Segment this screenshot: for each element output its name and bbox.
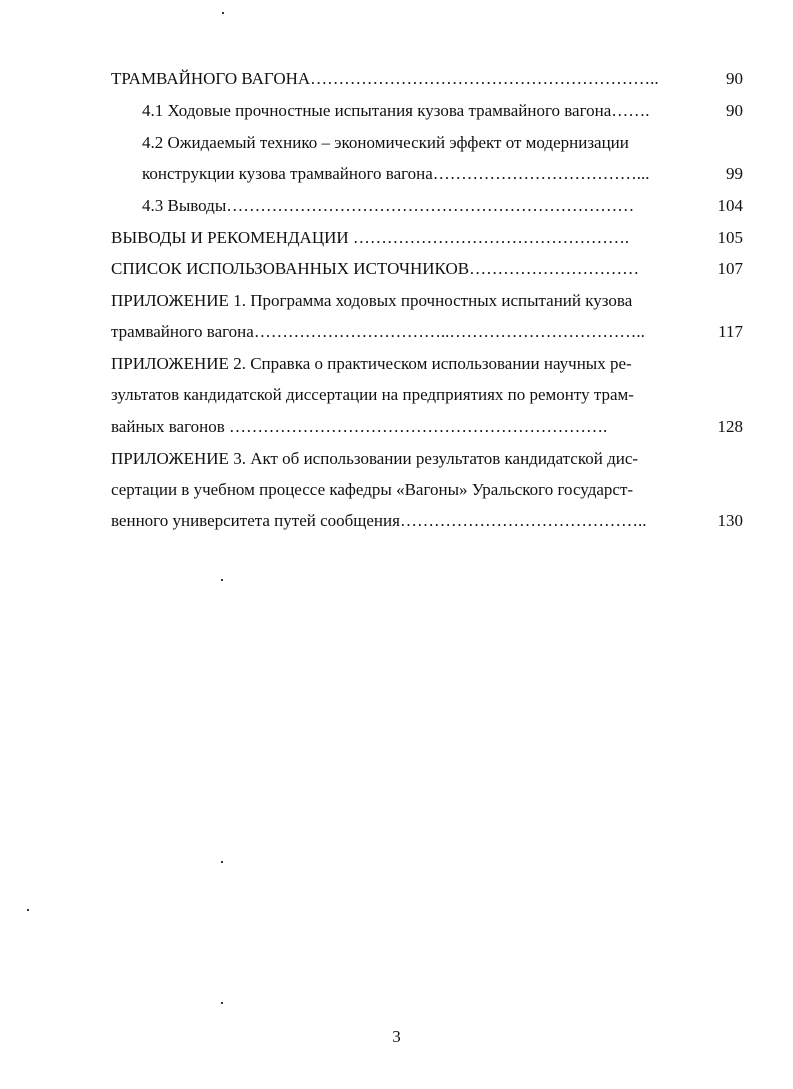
toc-entry-page: 99 <box>726 164 743 183</box>
toc-entry <box>0 505 793 537</box>
toc-entry-page: 104 <box>717 196 743 215</box>
toc-entry <box>0 222 793 254</box>
toc-entry-title: сертации в учебном процессе кафедры «Вагоны» Уральского государст- <box>111 480 634 499</box>
toc-entry <box>0 316 793 348</box>
toc-entry-title: конструкции кузова трамвайного вагона………………………………... <box>142 164 650 183</box>
toc-entry-page: 105 <box>717 228 743 247</box>
toc-entry-page: 107 <box>717 259 743 278</box>
toc-entry <box>0 127 793 159</box>
toc-entry-title: ПРИЛОЖЕНИЕ 2. Справка о практическом использовании научных ре- <box>111 354 632 373</box>
scan-speck <box>221 1002 223 1004</box>
toc-entry-page: 128 <box>717 417 743 436</box>
toc-entry-title: зультатов кандидатской диссертации на предприятиях по ремонту трам- <box>111 385 634 404</box>
toc-entry-title: СПИСОК ИСПОЛЬЗОВАННЫХ ИСТОЧНИКОВ………………………… <box>111 259 640 278</box>
toc-entry <box>0 285 793 317</box>
toc-entry-page: 117 <box>718 322 743 341</box>
scan-speck <box>222 12 224 14</box>
toc-entry-title: 4.3 Выводы……………………………………………………………… <box>142 196 635 215</box>
toc-entry-title: ПРИЛОЖЕНИЕ 1. Программа ходовых прочностных испытаний кузова <box>111 291 633 310</box>
toc-entry <box>0 190 793 222</box>
toc-entry-title: ПРИЛОЖЕНИЕ 3. Акт об использовании результатов кандидатской дис- <box>111 449 639 468</box>
toc-entry-title: 4.1 Ходовые прочностные испытания кузова трамвайного вагона……. <box>142 101 650 120</box>
toc-entry-title: ТРАМВАЙНОГО ВАГОНА…………………………………………………….. <box>111 69 659 88</box>
toc-entry <box>0 158 793 190</box>
toc-entry <box>0 348 793 380</box>
toc-entry <box>0 443 793 475</box>
toc-entry-title: вайных вагонов …………………………………………………………. <box>111 417 608 436</box>
scan-speck <box>221 861 223 863</box>
toc-entry-page: 130 <box>717 511 743 530</box>
toc-entry <box>0 95 793 127</box>
toc-entry <box>0 379 793 411</box>
toc-entry <box>0 253 793 285</box>
toc-entry <box>0 411 793 443</box>
toc-entry <box>0 63 793 95</box>
toc-entry-title: венного университета путей сообщения…………………………………….. <box>111 511 647 530</box>
scan-speck <box>221 579 223 581</box>
toc-entry-title: 4.2 Ожидаемый технико – экономический эффект от модернизации <box>142 133 629 152</box>
toc-entry-title: ВЫВОДЫ И РЕКОМЕНДАЦИИ …………………………………………. <box>111 228 630 247</box>
toc-entry-title: трамвайного вагона……………………………..…………………………….. <box>111 322 645 341</box>
toc-entry-page: 90 <box>726 101 743 120</box>
toc-entry-page: 90 <box>726 69 743 88</box>
scan-speck <box>27 909 29 911</box>
toc-entry <box>0 474 793 506</box>
page-number: 3 <box>392 1027 401 1046</box>
